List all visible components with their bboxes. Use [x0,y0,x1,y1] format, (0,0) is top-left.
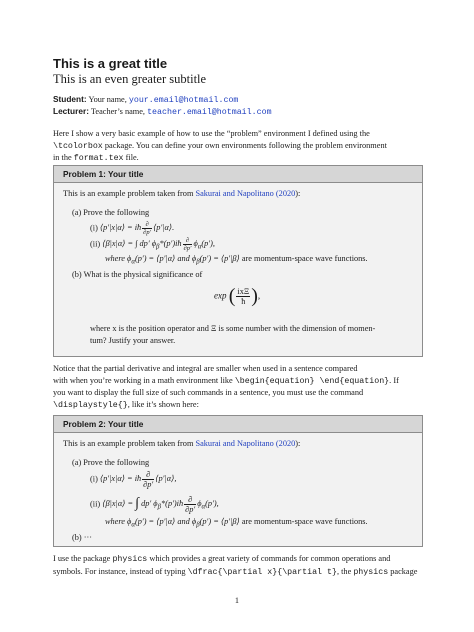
p2-ii-equation: ⟨β|x|α⟩ = ∫ dp′ $\phi_\beta*(p')iħ$ $\frac{\partial}{\partial p'}$ $\phi_\alpha(p')$, [102,495,219,514]
lecturer-label: Lecturer: [53,106,89,116]
p1-b-explanation-1: where x is the position operator and Ξ is some number with the dimension of momen- [90,324,376,333]
p2-where-line [105,516,368,529]
p1-item-ii [90,237,215,252]
closing-line-2-code: \dfrac{\partial x}{\partial t} [187,567,337,577]
closing-line-2-pkg: physics [353,567,389,577]
intro-line-2 [53,140,421,153]
problem-1-header: Problem 1: Your title [54,166,422,183]
p1-where-line [105,253,368,266]
p1-b-explanation-2: tum? Justify your answer. [90,336,176,345]
middle-line-2 [53,375,421,388]
p2-momentum-text: are momentum-space wave functions. [241,517,368,526]
p1-part-b-label: (b) What is the physical significance of [72,270,203,279]
closing-line-2-post: package [388,566,418,576]
p2-cite-name: Sakurai and Napolitano [195,439,274,448]
p2-intro-pre: This is an example problem taken from [63,439,196,448]
intro-line-3 [53,152,421,165]
student-name: Your name, [88,95,127,104]
lecturer-name: Teacher’s name, [90,107,145,116]
intro-paragraph [53,128,421,165]
closing-pkg: physics [112,555,148,564]
p2-part-a-label: (a) Prove the following [72,458,150,467]
p1-item-i [90,221,174,236]
page-title: This is a great title [53,56,168,71]
middle-line-2-pre: with when you’re working in a math environment like [53,375,235,385]
p1-ii-equation: ⟨β|x|α⟩ = ∫ dp′ $\phi_\beta*(p')iħ$ $\frac{\partial}{\partial p'}$ $\phi_\alpha(p')$, [102,237,215,252]
p1-momentum-text: are momentum-space wave functions. [241,254,368,263]
p1-cite-year: 2020 [278,189,296,198]
p1-where-math: where $\phi_\alpha(p')$ = ⟨p′|α⟩ and $\phi_\beta(p')$ = ⟨p′|β⟩ [105,254,240,266]
lecturer-line [53,106,272,117]
closing-line-1 [53,553,421,566]
student-email-link[interactable]: your.email@hotmail.com [128,96,239,105]
p1-intro-pre: This is an example problem taken from [63,189,196,198]
p1-cite-name: Sakurai and Napolitano [195,189,274,198]
intro-line-2-text: package. You can define your own environments following the problem environment [102,140,387,150]
closing-paragraph [53,553,421,578]
lecturer-email-link[interactable]: teacher.email@hotmail.com [147,108,272,117]
middle-line-2-code: \begin{equation} \end{equation} [234,376,390,386]
p2-ii-label: (ii) [90,499,101,509]
intro-line-3-pre: in the [53,153,74,163]
page-subtitle: This is an even greater subtitle [53,72,207,86]
intro-file: format.tex [73,154,124,164]
intro-cmd: \tcolorbox [53,141,103,151]
middle-paragraph [53,363,421,411]
p2-part-b-label: (b) ··· [72,533,93,542]
middle-line-4-post: , like it’s shown here: [127,399,199,409]
p1-intro-post: ): [295,189,301,198]
student-label: Student: [53,94,87,104]
problem-2-intro [63,439,300,448]
middle-line-1: Notice that the partial derivative and integral are smaller when used in a sentence compared [53,364,358,373]
p1-exp-equation: exp ( $\frac{\text{ixΞ}}{ħ}$ ), [214,285,261,307]
problem-1-intro [63,189,300,198]
closing-line-1-pre: I use the package [53,554,113,563]
p2-cite-year: 2020 [278,439,296,448]
p2-intro-post: ): [295,439,301,448]
closing-line-2 [53,566,421,579]
middle-line-4-code: \displaystyle{} [53,400,128,410]
middle-line-4 [53,399,421,412]
p2-item-ii [90,495,219,514]
closing-line-2-pre: symbols. For instance, instead of typing [53,566,188,576]
student-line [53,94,238,105]
closing-line-1-post: which provides a great variety of commands for common operations and [147,554,391,563]
p2-where-math: where $\phi_\alpha(p')$ = ⟨p′|α⟩ and $\phi_\beta(p')$ = ⟨p′|β⟩ [105,517,240,529]
problem-1-box [53,165,423,357]
intro-line-3-post: file. [123,153,139,163]
intro-line-1: Here I show a very basic example of how to use the “problem” environment I defined using the [53,129,370,138]
p1-part-a-label: (a) Prove the following [72,208,150,217]
problem-2-header: Problem 2: Your title [54,416,422,433]
middle-line-3: you want to display the full size of such commands in a sentence, you must use the command [53,388,364,398]
closing-line-2-mid: , the [336,566,354,576]
page-number: 1 [234,596,240,605]
p1-i-label: (i) [90,223,98,233]
p2-citation-link[interactable]: Sakurai and Napolitano (2020 [195,439,296,448]
problem-2-box [53,415,423,547]
p1-ii-label: (ii) [90,239,101,249]
p1-citation-link[interactable]: Sakurai and Napolitano (2020 [195,189,296,198]
p2-item-i [90,470,176,489]
p1-i-equation: ⟨p′|x|α⟩ = iħ $\frac{\partial}{\partial p'}$ ⟨p′|α⟩. [99,221,175,236]
p2-i-label: (i) [90,474,98,484]
middle-line-2-post: . If [389,375,399,385]
p2-i-equation: ⟨p′|x|α⟩ = iħ $\frac{\partial}{\partial p'}$ ⟨p′|α⟩, [99,470,177,489]
